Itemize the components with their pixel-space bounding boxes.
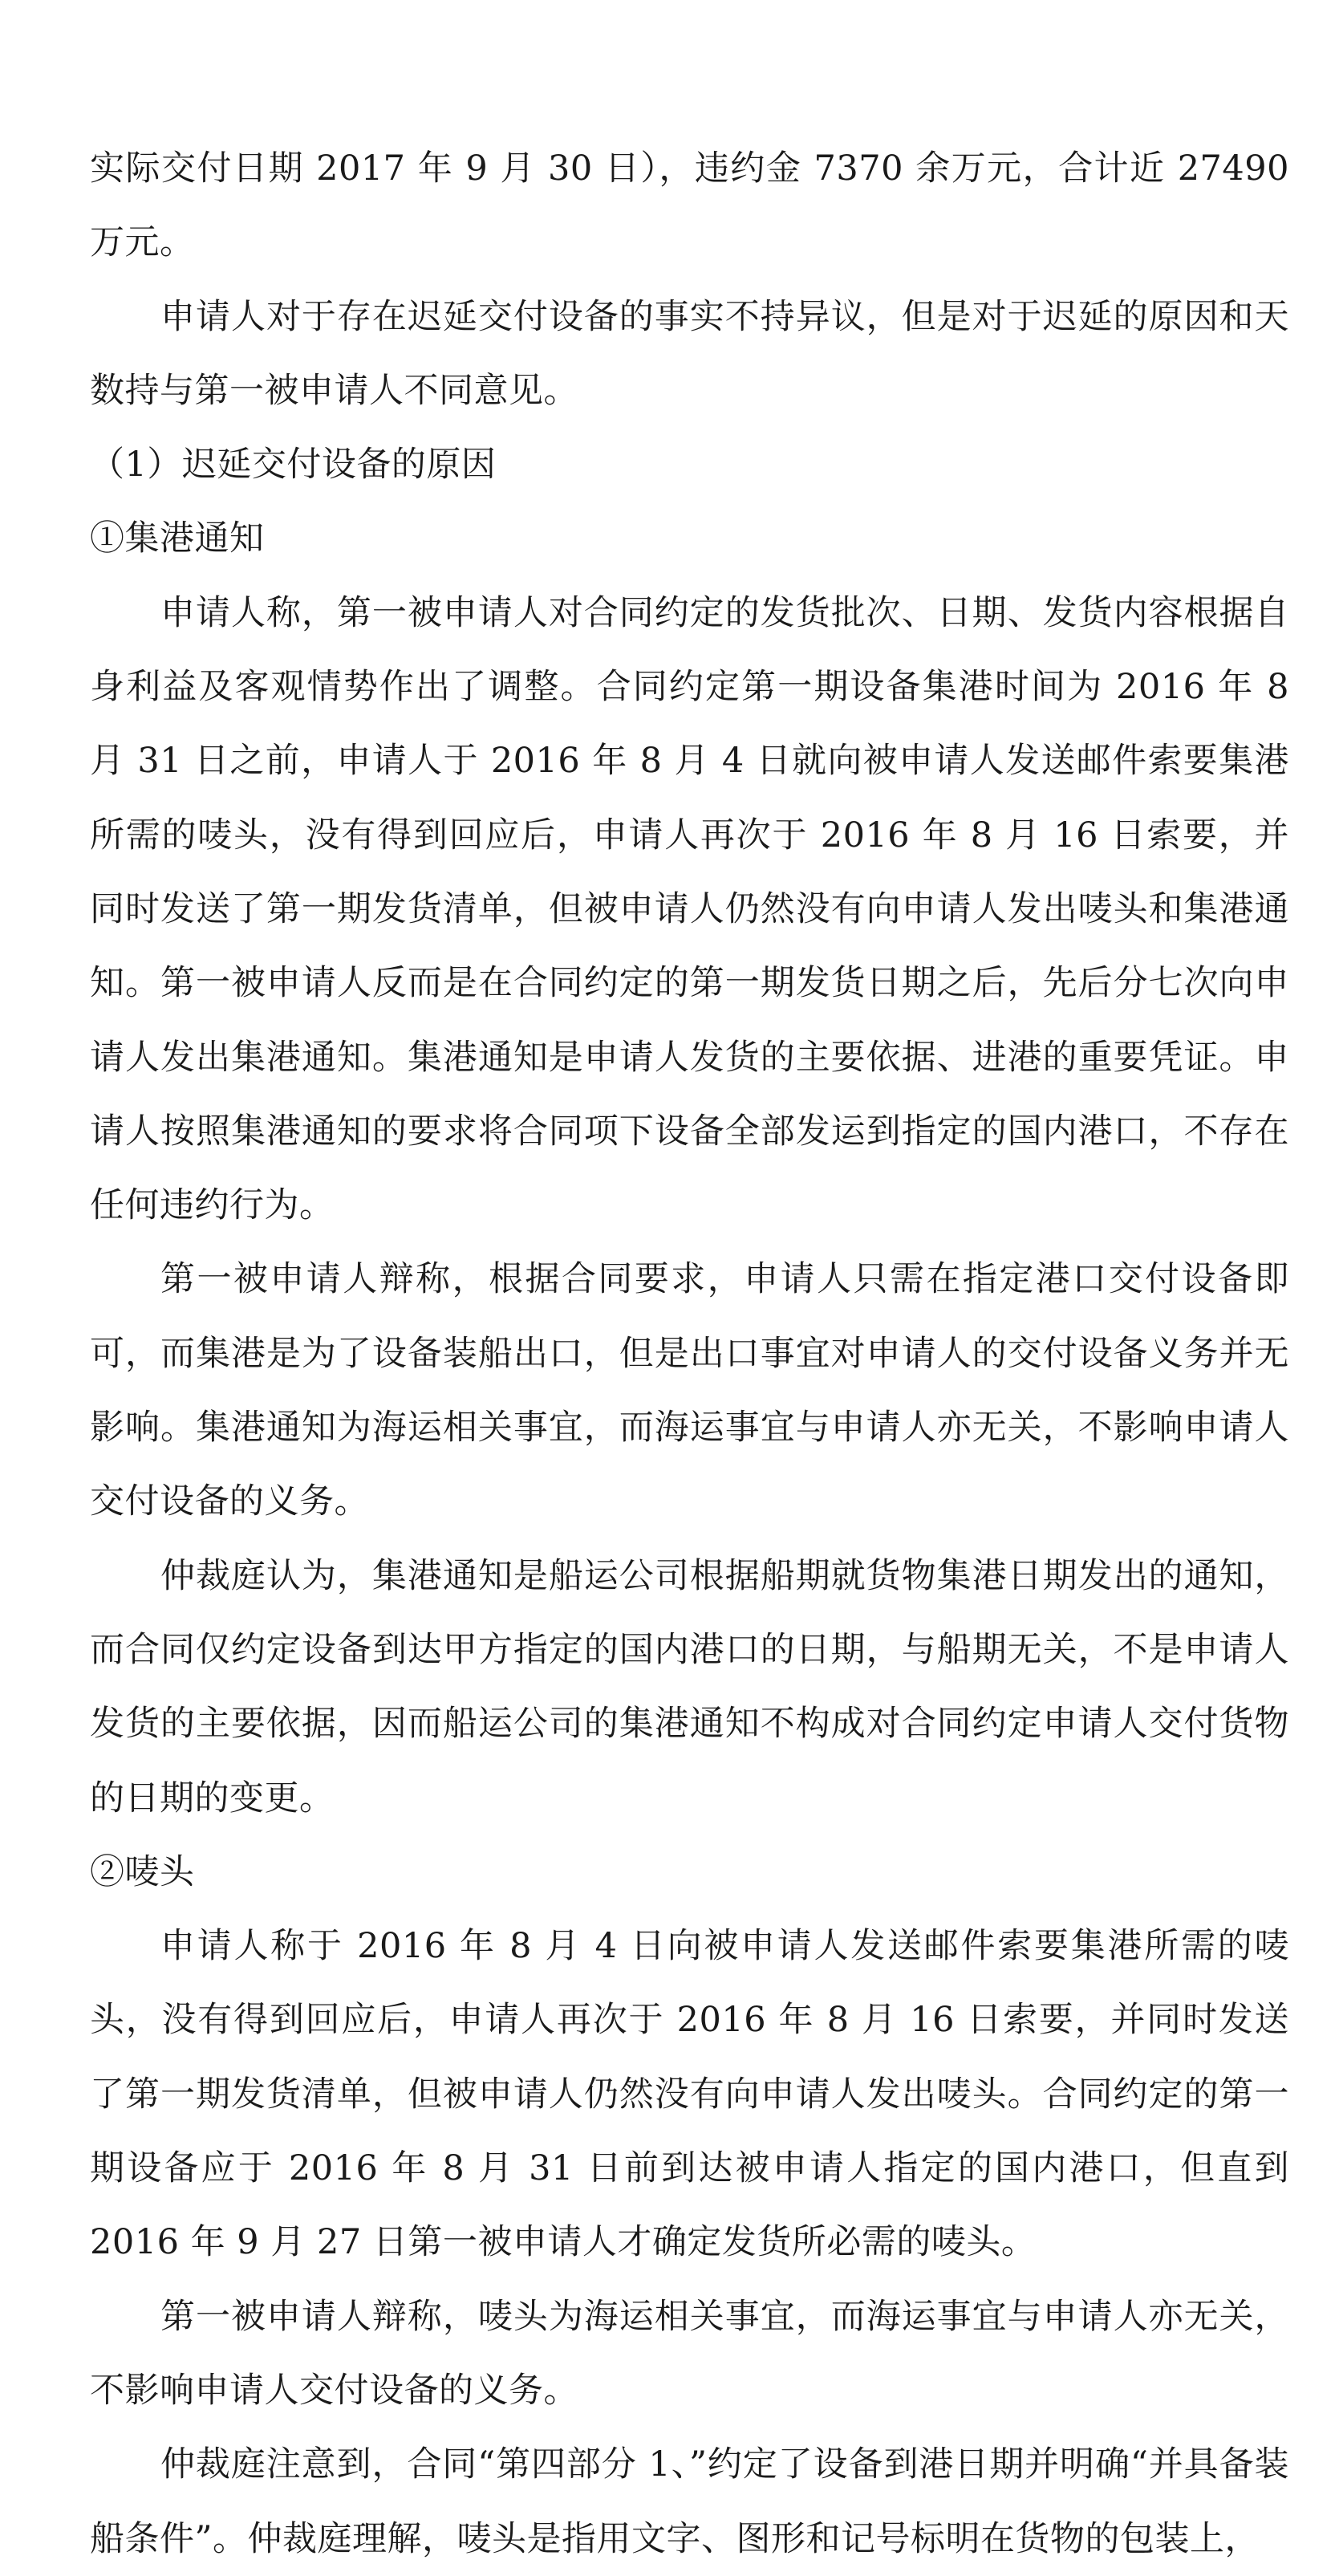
paragraph-respondent-defense-shipping-marks: 第一被申请人辩称，唛头为海运相关事宜，而海运事宜与申请人亦无关，不影响申请人交付设备的义务。 [90,2296,1289,2411]
paragraph-applicant-claim-port-notice: 申请人称，第一被申请人对合同约定的发货批次、日期、发货内容根据自身利益及客观情势作出了调整。合同约定第一期设备集港时间为 2016 年 8 月 31 日之前，申请人于 2016 年 8 月 4 日就向被申请人发送邮件索要集港所需的唛头，没有得到回应后，申请人再次于 2016 年 8 月 16 日索要，并同时发送了第一期发货清单，但被申请人仍然没有向申请人发出唛头和集港通知。第一被申请人反而是在合同约定的第一期发货日期之后，先后分七次向申请人发出集港通知。集港通知是申请人发货的主要依据、进港的重要凭证。申请人按照集港通知的要求将合同项下设备全部发运到指定的国内港口，不存在任何违约行为。 [90,592,1290,1226]
paragraph-tribunal-notes-shipping-marks: 仲裁庭注意到，合同“第四部分 1、”约定了设备到港日期并明确“并具备装船条件”。仲裁庭理解，唛头是指用文字、图形和记号标明在货物的包装上， [90,2444,1289,2559]
section-heading-delay-reasons: （1）迟延交付设备的原因 [90,445,497,486]
paragraph-respondent-defense-port-notice: 第一被申请人辩称，根据合同要求，申请人只需在指定港口交付设备即可，而集港是为了设备装船出口，但是出口事宜对申请人的交付设备义务并无影响。集港通知为海运相关事宜，而海运事宜与申请人亦无关，不影响申请人交付设备的义务。 [90,1259,1289,1522]
paragraph-applicant-claim-shipping-marks: 申请人称于 2016 年 8 月 4 日向被申请人发送邮件索要集港所需的唛头，没有得到回应后，申请人再次于 2016 年 8 月 16 日索要，并同时发送了第一期发货清单，但被申请人仍然没有向申请人发出唛头。合同约定的第一期设备应于 2016 年 8 月 31 日前到达被申请人指定的国内港口，但直到 2016 年 9 月 27 日第一被申请人才确定发货所必需的唛头。 [90,1926,1289,2263]
subheading-port-notice: ①集港通知 [90,518,265,559]
subheading-shipping-marks: ②唛头 [90,1851,195,1892]
paragraph-tribunal-view-port-notice: 仲裁庭认为，集港通知是船运公司根据船期就货物集港日期发出的通知，而合同仅约定设备到达甲方指定的国内港口的日期，与船期无关，不是申请人发货的主要依据，因而船运公司的集港通知不构成对合同约定申请人交付货物的日期的变更。 [90,1555,1289,1818]
document-body [90,132,1289,2576]
paragraph-applicant-position: 申请人对于存在迟延交付设备的事实不持异议，但是对于迟延的原因和天数持与第一被申请人不同意见。 [90,296,1289,411]
paragraph-continuation: 实际交付日期 2017 年 9 月 30 日），违约金 7370 余万元，合计近 27490 万元。 [90,148,1289,263]
